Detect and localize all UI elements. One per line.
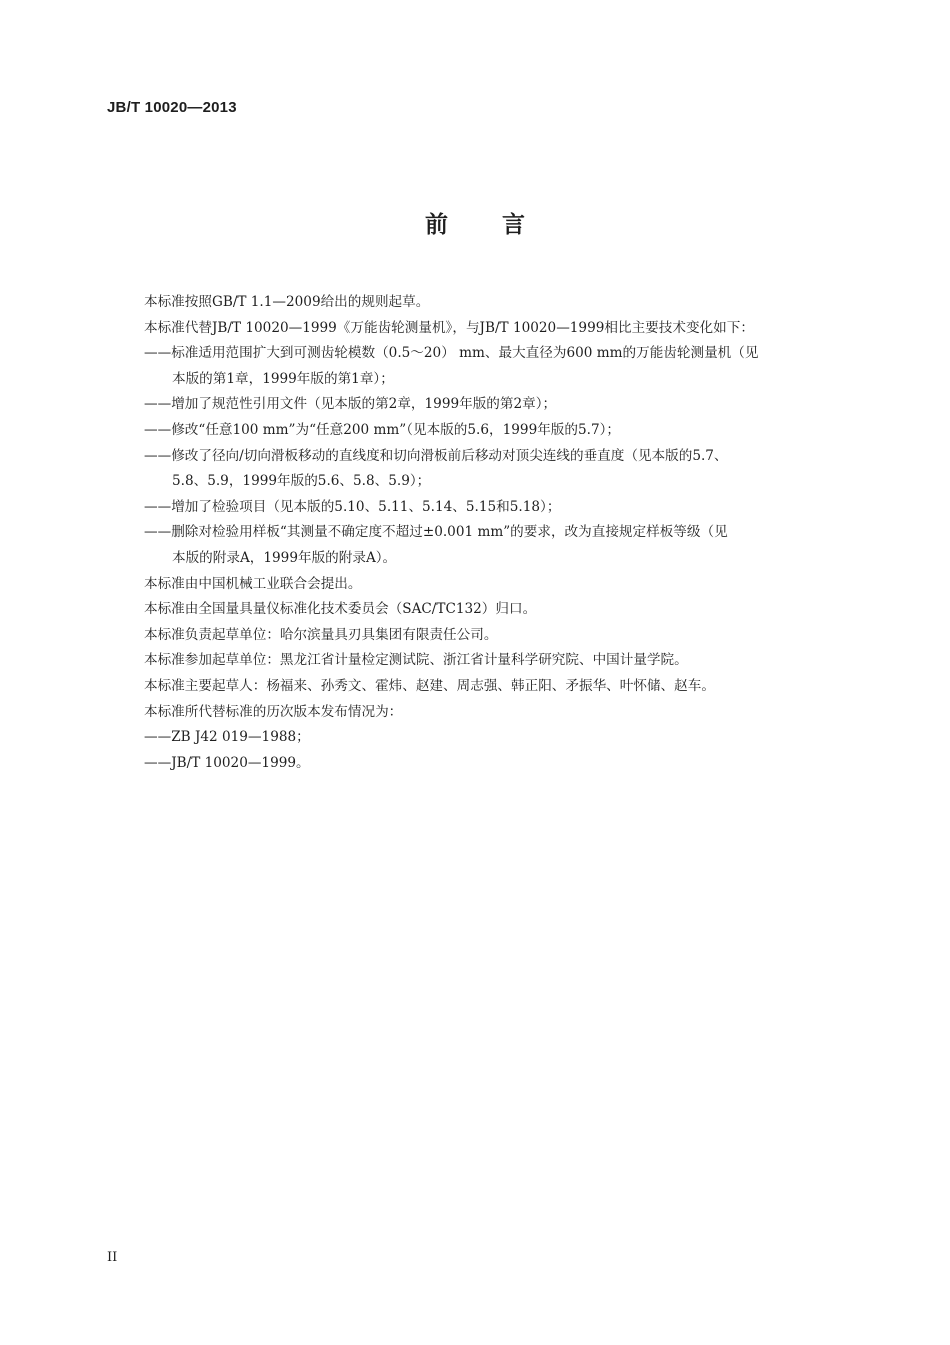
title-char-2: 言 [502, 212, 525, 238]
history-intro-paragraph: 本标准所代替标准的历次版本发布情况为： [144, 703, 403, 720]
change-item [144, 444, 858, 495]
change-item-continuation: 5.8、5.9，1999年版的5.6、5.8、5.9）； [172, 473, 431, 490]
change-item [144, 392, 858, 418]
change-item-line: ——标准适用范围扩大到可测齿轮模数（0.5～20） mm、最大直径为600 mm的万能齿轮测量机（见 [144, 345, 759, 362]
change-item [144, 520, 858, 571]
change-item-continuation: 本版的第1章，1999年版的第1章）； [172, 370, 394, 387]
change-item-line: ——修改“任意100 mm”为“任意200 mm”（见本版的5.6，1999年版的5.7）； [144, 421, 620, 438]
title-char-1: 前 [425, 212, 448, 238]
page-title [0, 206, 950, 239]
change-item [144, 341, 858, 392]
replacement-paragraph: 本标准代替JB/T 10020—1999《万能齿轮测量机》，与JB/T 10020—1999相比主要技术变化如下： [144, 319, 754, 336]
standard-code-header: JB/T 10020—2013 [107, 99, 237, 116]
change-item-continuation: 本版的附录A，1999年版的附录A）。 [172, 549, 397, 566]
proposer-paragraph: 本标准由中国机械工业联合会提出。 [144, 575, 362, 592]
drafting-rule-paragraph: 本标准按照GB/T 1.1—2009给出的规则起草。 [144, 294, 430, 310]
participants-paragraph: 本标准参加起草单位：黑龙江省计量检定测试院、浙江省计量科学研究院、中国计量学院。 [144, 652, 688, 669]
change-item [144, 495, 858, 521]
history-item: ——ZB J42 019—1988； [144, 729, 310, 746]
drafters-paragraph: 本标准主要起草人：杨福来、孙秀文、霍炜、赵建、周志强、韩正阳、矛振华、叶怀储、赵车。 [144, 677, 715, 694]
history-item: ——JB/T 10020—1999。 [144, 754, 310, 771]
change-item-line: ——增加了规范性引用文件（见本版的第2章，1999年版的第2章）； [144, 396, 557, 413]
change-item-line: ——删除对检验用样板“其测量不确定度不超过±0.001 mm”的要求，改为直接规定样板等级（见 [144, 524, 728, 541]
page-number: II [107, 1250, 118, 1265]
committee-paragraph: 本标准由全国量具量仪标准化技术委员会（SAC/TC132）归口。 [144, 601, 537, 618]
change-item-line: ——增加了检验项目（见本版的5.10、5.11、5.14、5.15和5.18）； [144, 498, 561, 515]
lead-drafter-paragraph: 本标准负责起草单位：哈尔滨量具刃具集团有限责任公司。 [144, 626, 498, 643]
change-item [144, 418, 858, 444]
change-item-line: ——修改了径向/切向滑板移动的直线度和切向滑板前后移动对顶尖连线的垂直度（见本版的5.7、 [144, 447, 728, 464]
foreword-body [0, 290, 950, 776]
